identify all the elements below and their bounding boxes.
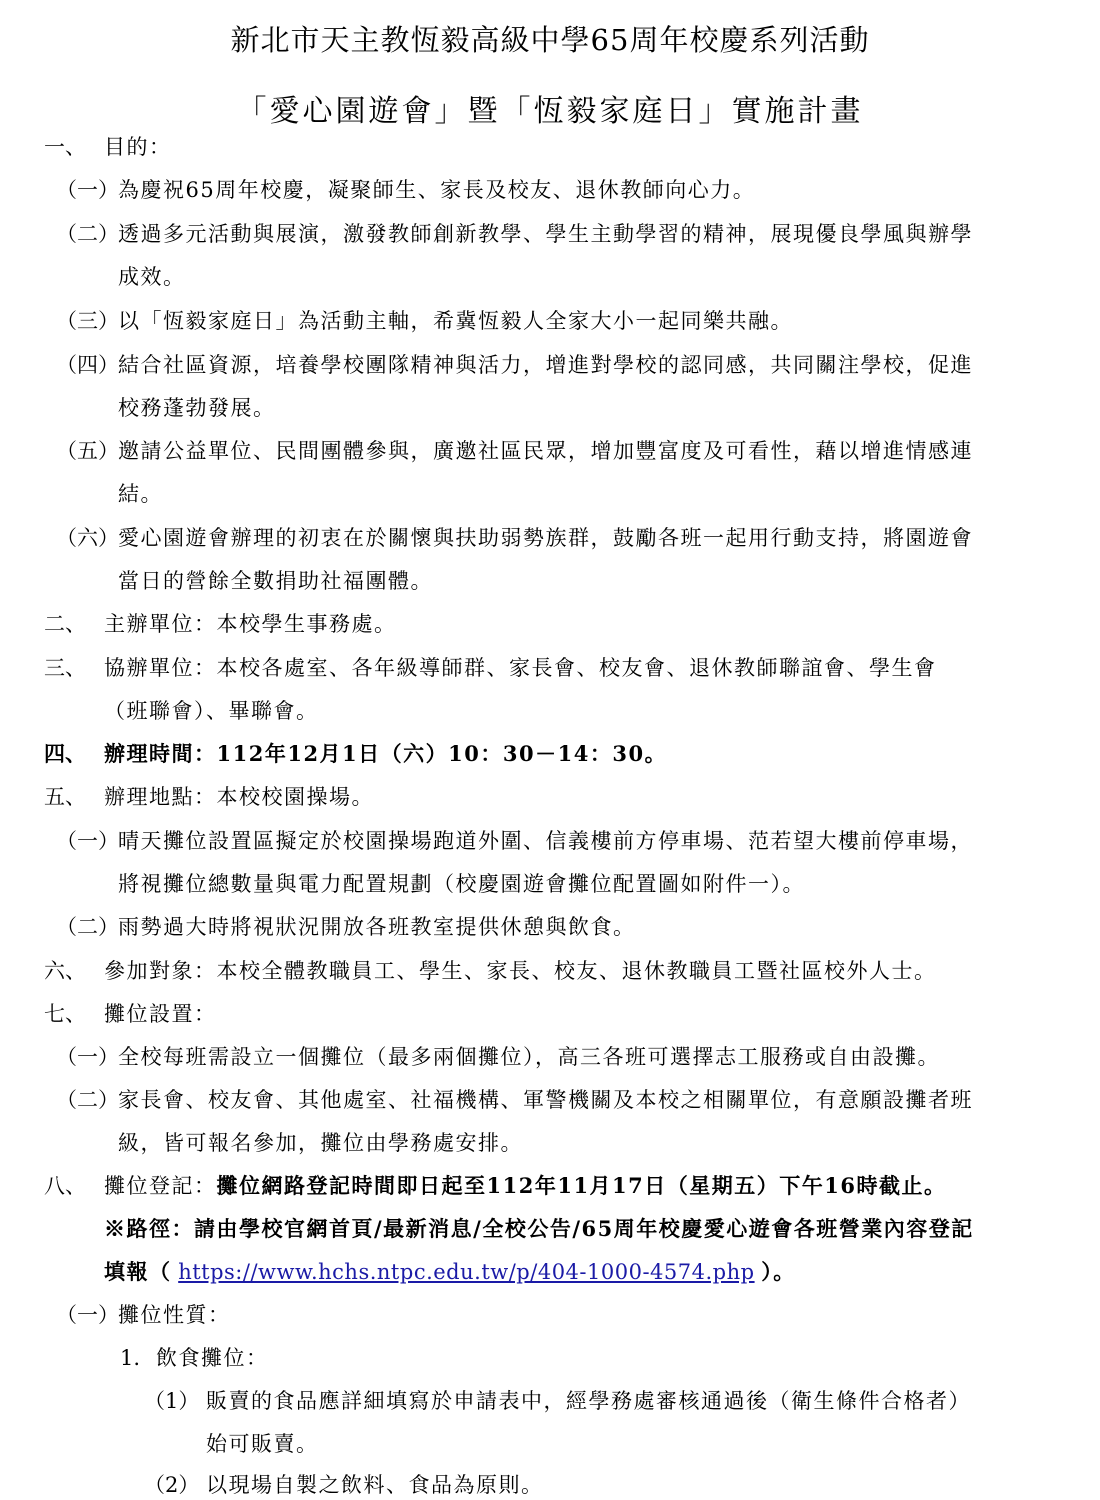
event-time: 辦理時間：112年12月1日（六）10：30－14：30。 xyxy=(104,741,668,766)
document-subtitle: 「愛心園遊會」暨「恆毅家庭日」實施計畫 xyxy=(236,94,864,129)
item-number: （四） xyxy=(56,353,119,377)
section-text: 協辦單位：本校各處室、各年級導師群、家長會、校友會、退休教師聯誼會、學生會 xyxy=(104,656,937,680)
item-number: （2） xyxy=(144,1473,200,1497)
item-number: 1. xyxy=(120,1346,141,1370)
registration-path-link-line xyxy=(104,1257,796,1287)
section-text: 參加對象：本校全體教職員工、學生、家長、校友、退休教職員工暨社區校外人士。 xyxy=(104,959,937,983)
item-number: （二） xyxy=(56,1088,119,1112)
section-number: 一、 xyxy=(44,135,86,159)
path-prefix: 填報（ xyxy=(104,1259,172,1284)
item-text: 雨勢過大時將視狀況開放各班教室提供休憩與飲食。 xyxy=(118,915,636,939)
item-text-continued: 成效。 xyxy=(118,265,186,289)
item-text: 全校每班需設立一個攤位（最多兩個攤位），高三各班可選擇志工服務或自由設攤。 xyxy=(118,1045,940,1069)
document-title: 新北市天主教恆毅高級中學65周年校慶系列活動 xyxy=(230,23,870,57)
item-number: （一） xyxy=(56,829,119,853)
item-text: 為慶祝65周年校慶，凝聚師生、家長及校友、退休教師向心力。 xyxy=(118,178,756,202)
section-number: 二、 xyxy=(44,612,86,636)
item-number: （一） xyxy=(56,1045,119,1069)
item-number: （三） xyxy=(56,309,119,333)
path-suffix: ）。 xyxy=(761,1259,796,1284)
registration-label: 攤位登記： xyxy=(104,1174,217,1198)
item-text: 愛心園遊會辦理的初衷在於關懷與扶助弱勢族群，鼓勵各班一起用行動支持，將園遊會 xyxy=(118,526,973,550)
section-number: 五、 xyxy=(44,785,86,809)
item-text-continued: 當日的營餘全數捐助社福團體。 xyxy=(118,569,433,593)
item-text-continued: 級，皆可報名參加，攤位由學務處安排。 xyxy=(118,1131,523,1155)
item-text-continued: 將視攤位總數量與電力配置規劃（校慶園遊會攤位配置圖如附件一）。 xyxy=(118,872,805,896)
item-number: （六） xyxy=(56,526,119,550)
registration-line xyxy=(104,1171,947,1201)
item-text: 邀請公益單位、民間團體參與，廣邀社區民眾，增加豐富度及可看性，藉以增進情感連 xyxy=(118,439,973,463)
item-text: 以「恆毅家庭日」為活動主軸，希冀恆毅人全家大小一起同樂共融。 xyxy=(118,309,793,333)
item-text-continued: 始可販賣。 xyxy=(206,1432,319,1456)
item-text: 販賣的食品應詳細填寫於申請表中，經學務處審核通過後（衛生條件合格者） xyxy=(206,1389,971,1413)
registration-path: ※路徑：請由學校官網首頁/最新消息/全校公告/65周年校慶愛心遊會各班營業內容登記 xyxy=(104,1216,974,1241)
section-number: 七、 xyxy=(44,1002,86,1026)
section-text: 辦理地點：本校校園操場。 xyxy=(104,785,374,809)
section-heading: 目的： xyxy=(104,135,172,159)
item-text: 以現場自製之飲料、食品為原則。 xyxy=(206,1473,544,1497)
item-number: （一） xyxy=(56,178,119,202)
registration-link[interactable]: https://www.hchs.ntpc.edu.tw/p/404-1000-4574.php xyxy=(178,1260,755,1284)
item-text: 家長會、校友會、其他處室、社福機構、軍警機關及本校之相關單位，有意願設攤者班 xyxy=(118,1088,973,1112)
section-text-continued: （班聯會）、畢聯會。 xyxy=(104,699,319,723)
section-number: 六、 xyxy=(44,959,86,983)
item-number: （五） xyxy=(56,439,119,463)
item-text: 攤位性質： xyxy=(118,1303,231,1327)
item-text: 結合社區資源，培養學校團隊精神與活力，增進對學校的認同感，共同關注學校，促進 xyxy=(118,353,973,377)
item-text: 晴天攤位設置區擬定於校園操場跑道外圍、信義樓前方停車場、范若望大樓前停車場， xyxy=(118,829,973,853)
item-number: （一） xyxy=(56,1303,119,1327)
section-text: 主辦單位：本校學生事務處。 xyxy=(104,612,397,636)
item-text-continued: 結。 xyxy=(118,482,163,506)
item-text-continued: 校務蓬勃發展。 xyxy=(118,396,276,420)
item-text: 透過多元活動與展演，激發教師創新教學、學生主動學習的精神，展現優良學風與辦學 xyxy=(118,222,973,246)
section-number: 三、 xyxy=(44,656,86,680)
item-text: 飲食攤位： xyxy=(156,1346,269,1370)
registration-deadline: 攤位網路登記時間即日起至112年11月17日（星期五）下午16時截止。 xyxy=(216,1173,947,1198)
section-text: 攤位設置： xyxy=(104,1002,217,1026)
section-number: 八、 xyxy=(44,1174,86,1198)
item-number: （二） xyxy=(56,915,119,939)
item-number: （1） xyxy=(144,1389,200,1413)
item-number: （二） xyxy=(56,222,119,246)
section-number: 四、 xyxy=(44,741,86,766)
